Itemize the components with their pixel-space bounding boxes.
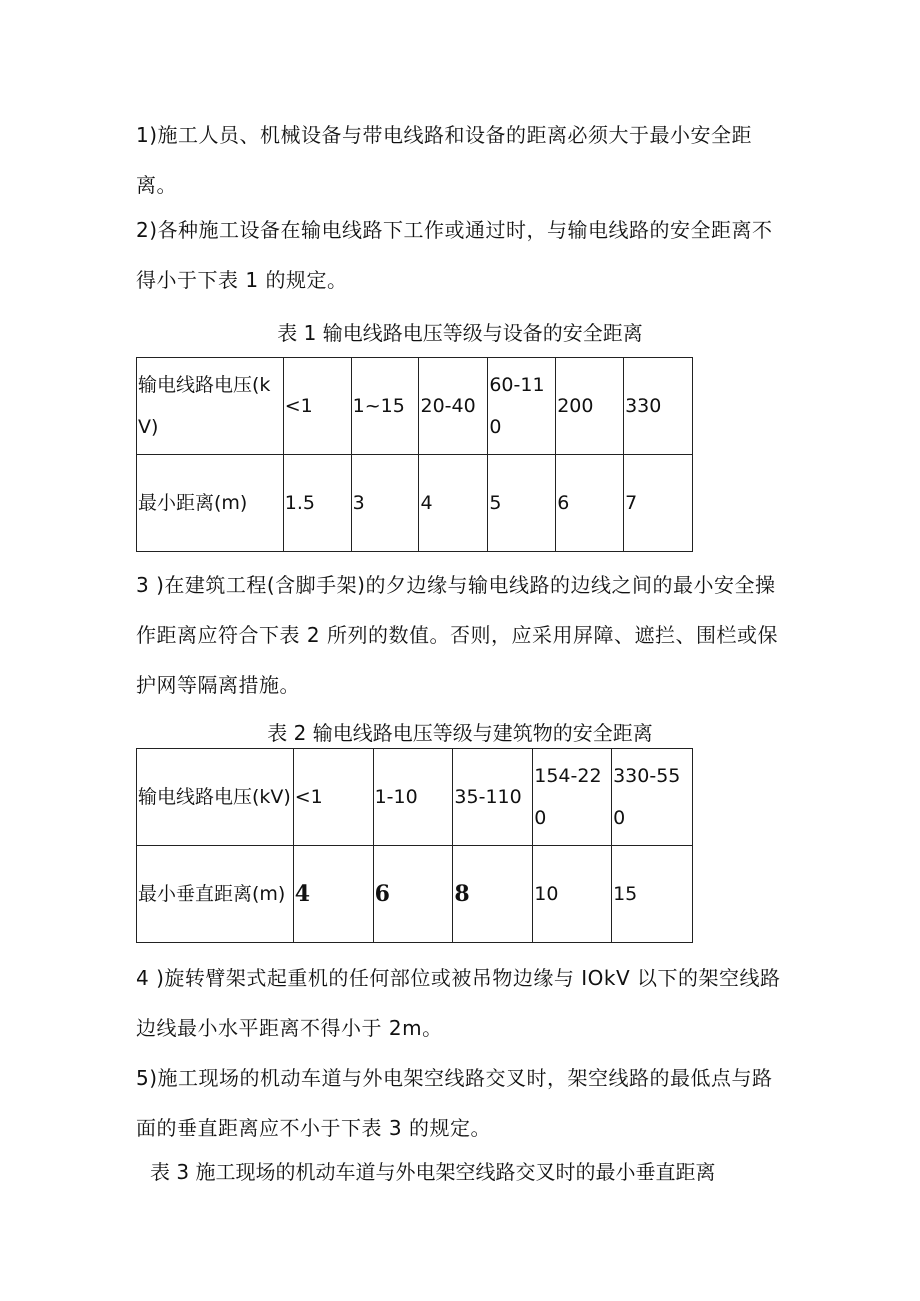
paragraph-4: 4 )旋转臂架式起重机的任何部位或被吊物边缘与 IOkV 以下的架空线路边线最小水平距离不得小于 2m。 [136, 966, 781, 1040]
table-2-voltage-cell: 35-110 [453, 749, 533, 846]
table-2-distance-row [137, 846, 693, 943]
table-1-voltage-cell: 1~15 [351, 358, 419, 455]
table-1-distance-header: 最小距离(m) [137, 455, 284, 552]
table-1-distance-cell: 7 [624, 455, 693, 552]
table-1-voltage-cell: 200 [556, 358, 624, 455]
table-1-distance-cell: 6 [556, 455, 624, 552]
table-2 [136, 748, 693, 943]
table-1-distance-cell: 5 [488, 455, 556, 552]
table-1-distance-row [137, 455, 693, 552]
table-2-distance-cell: 15 [612, 846, 693, 943]
paragraph-1: 1)施工人员、机械设备与带电线路和设备的距离必须大于最小安全距离。 [136, 123, 753, 197]
paragraph-5: 5)施工现场的机动车道与外电架空线路交叉时，架空线路的最低点与路面的垂直距离应不小于下表 3 的规定。 [136, 1066, 773, 1140]
table-1-distance-cell: 1.5 [283, 455, 351, 552]
table-2-distance-cell: 8 [453, 846, 533, 943]
table-1 [136, 357, 693, 552]
table-1-caption: 表 1 输电线路电压等级与设备的安全距离 [277, 321, 643, 345]
table-2-voltage-header: 输电线路电压(kV) [137, 749, 294, 846]
paragraph-3: 3 )在建筑工程(含脚手架)的夕边缘与输电线路的边线之间的最小安全操作距离应符合下表 2 所列的数值。否则，应采用屏障、遮拦、围栏或保护网等隔离措施。 [136, 573, 778, 697]
table-1-voltage-cell: 60-110 [488, 358, 556, 455]
table-2-distance-cell: 6 [373, 846, 453, 943]
table-2-distance-cell: 4 [293, 846, 373, 943]
paragraph-2: 2)各种施工设备在输电线路下工作或通过时，与输电线路的安全距离不得小于下表 1 的规定。 [136, 218, 773, 292]
table-2-voltage-cell: 154-220 [533, 749, 612, 846]
table-2-caption: 表 2 输电线路电压等级与建筑物的安全距离 [267, 721, 653, 745]
table-3-caption: 表 3 施工现场的机动车道与外电架空线路交叉时的最小垂直距离 [150, 1160, 716, 1184]
table-2-distance-header: 最小垂直距离(m) [137, 846, 294, 943]
table-2-distance-cell: 10 [533, 846, 612, 943]
table-1-distance-cell: 3 [351, 455, 419, 552]
table-2-voltage-cell: <1 [293, 749, 373, 846]
table-2-voltage-cell: 330-550 [612, 749, 693, 846]
table-1-voltage-row [137, 358, 693, 455]
table-1-voltage-header: 输电线路电压(kV) [137, 358, 284, 455]
table-1-distance-cell: 4 [419, 455, 488, 552]
table-2-voltage-row [137, 749, 693, 846]
table-2-voltage-cell: 1-10 [373, 749, 453, 846]
table-1-voltage-cell: 330 [624, 358, 693, 455]
table-1-voltage-cell: <1 [283, 358, 351, 455]
table-1-voltage-cell: 20-40 [419, 358, 488, 455]
